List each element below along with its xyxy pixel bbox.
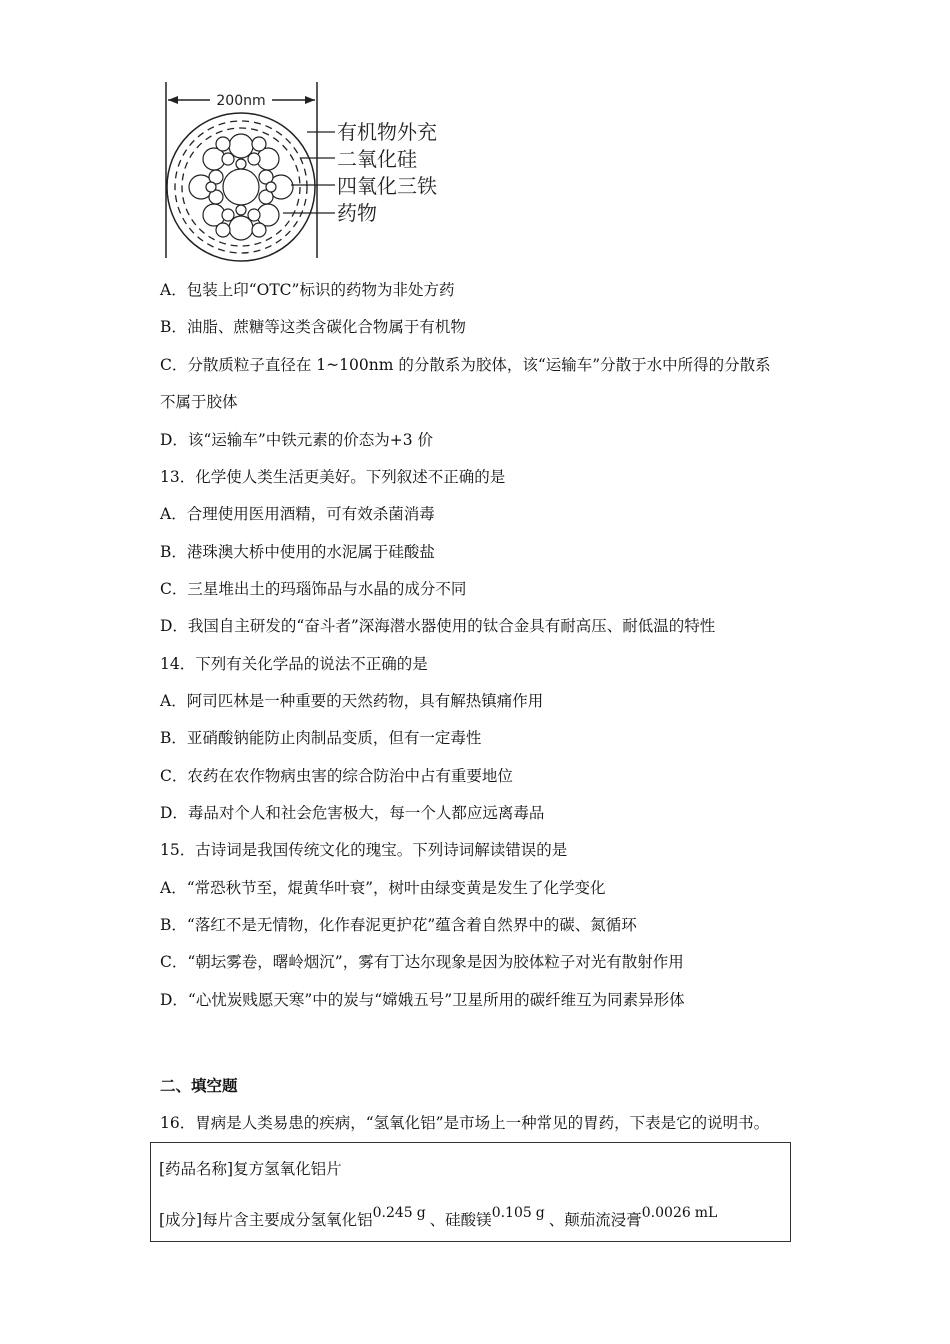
ingredient-value-1: 0.245 g — [372, 1205, 426, 1221]
q12-option-a: A．包装上印“OTC”标识的药物为非处方药 — [160, 281, 455, 299]
label-organic-shell: 有机物外充 — [337, 120, 437, 144]
q14-option-c: C．农药在农作物病虫害的综合防治中占有重要地位 — [160, 767, 513, 785]
q16-stem: 16．胃病是人类易患的疾病，“氢氧化铝”是市场上一种常见的胃药，下表是它的说明书。 — [160, 1114, 770, 1132]
arrow-head-right-icon — [305, 96, 315, 104]
core-spheres — [189, 134, 293, 240]
q15-option-d: D．“心忧炭贱愿天寒”中的炭与“嫦娥五号”卫星所用的碳纤维互为同素异形体 — [160, 991, 685, 1009]
label-drug: 药物 — [337, 201, 377, 225]
q12-option-c-line2: 不属于胶体 — [160, 393, 238, 411]
ingredients-prefix: [成分]每片含主要成分氢氧化铝 — [159, 1211, 373, 1229]
q15-option-a: A．“常恐秋节至，焜黄华叶衰”，树叶由绿变黄是发生了化学变化 — [160, 879, 606, 897]
q12-option-c-line1: C．分散质粒子直径在 1~100nm 的分散系为胶体，该“运输车”分散于水中所得的分散系 — [160, 356, 771, 374]
ingredient-value-3: 0.0026 mL — [641, 1205, 718, 1221]
q15-option-b: B．“落红不是无情物，化作春泥更护花”蕴含着自然界中的碳、氮循环 — [160, 916, 637, 934]
ingredients-line — [159, 1205, 721, 1230]
arrow-head-left-icon — [168, 96, 178, 104]
q13-option-b: B．港珠澳大桥中使用的水泥属于硅酸盐 — [160, 543, 435, 561]
q14-option-b: B．亚硝酸钠能防止肉制品变质，但有一定毒性 — [160, 729, 482, 747]
label-silica: 二氧化硅 — [337, 147, 417, 171]
q15-option-c: C．“朝坛雾卷，曙岭烟沉”，雾有丁达尔现象是因为胶体粒子对光有散射作用 — [160, 953, 684, 971]
q14-stem: 14．下列有关化学品的说法不正确的是 — [160, 655, 428, 673]
q14-option-d: D．毒品对个人和社会危害极大，每一个人都应远离毒品 — [160, 804, 545, 822]
ingredient-separator-1: 、硅酸镁 — [429, 1211, 492, 1229]
drug-name-line: [药品名称]复方氢氧化铝片 — [159, 1160, 342, 1178]
q14-option-a: A．阿司匹林是一种重要的天然药物，具有解热镇痛作用 — [160, 692, 544, 710]
nanoparticle-diagram — [155, 80, 465, 265]
q12-option-b: B．油脂、蔗糖等这类含碳化合物属于有机物 — [160, 318, 466, 336]
drug-info-box — [150, 1142, 791, 1242]
q13-option-c: C．三星堆出土的玛瑙饰品与水晶的成分不同 — [160, 580, 467, 598]
q13-option-a: A．合理使用医用酒精，可有效杀菌消毒 — [160, 505, 435, 523]
dimension-label: 200nm — [216, 93, 266, 109]
q15-stem: 15．古诗词是我国传统文化的瑰宝。下列诗词解读错误的是 — [160, 841, 568, 859]
q12-option-d: D．该“运输车”中铁元素的价态为+3 价 — [160, 431, 434, 449]
leader-lines — [283, 132, 335, 213]
q13-option-d: D．我国自主研发的“奋斗者”深海潜水器使用的钛合金具有耐高压、耐低温的特性 — [160, 617, 716, 635]
ingredient-value-2: 0.105 g — [491, 1205, 545, 1221]
ingredient-separator-2: 、颠茄流浸膏 — [548, 1211, 642, 1229]
section-heading: 二、填空题 — [160, 1076, 238, 1095]
q13-stem: 13．化学使人类生活更美好。下列叙述不正确的是 — [160, 468, 506, 486]
label-iron-oxide: 四氧化三铁 — [337, 174, 437, 198]
